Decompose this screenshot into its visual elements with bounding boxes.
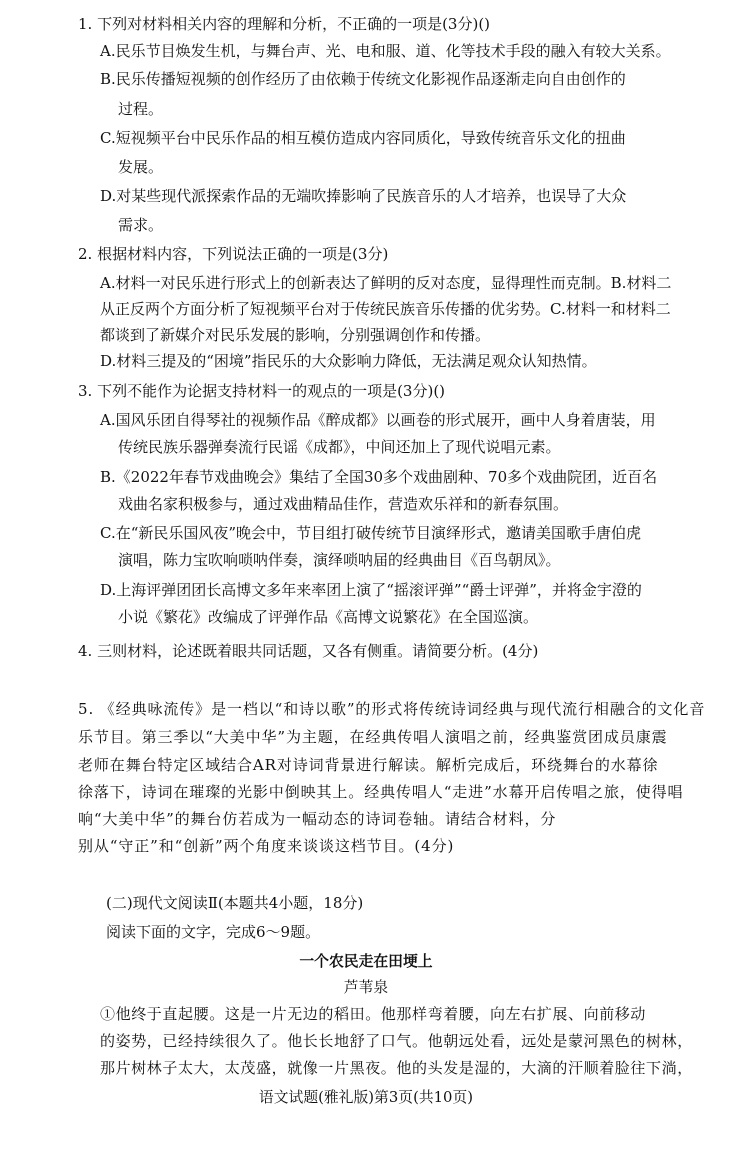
q3-stem: 3. 下列不能作为论据支持材料一的观点的一项是(3分)() bbox=[78, 382, 446, 400]
q3-option-a-cont: 传统民族乐器弹奏流行民谣《成都》，中间还加上了现代说唱元素。 bbox=[118, 438, 561, 456]
q1-option-d-cont: 需求。 bbox=[118, 216, 164, 234]
q2-line-1: A.材料一对民乐进行形式上的创新表达了鲜明的反对态度，显得理性而克制。B.材料二 bbox=[100, 274, 672, 292]
q2-line-4: D.材料三提及的“困境”指民乐的大众影响力降低，无法满足观众认知热情。 bbox=[100, 352, 597, 370]
q1-stem: 1. 下列对材料相关内容的理解和分析，不正确的一项是(3分)() bbox=[78, 15, 491, 33]
q2-stem: 2. 根据材料内容，下列说法正确的一项是(3分) bbox=[78, 245, 389, 263]
q4-stem: 4. 三则材料，论述既着眼共同话题，又各有侧重。请简要分析。(4分) bbox=[78, 642, 539, 660]
q3-option-b: B.《2022年春节戏曲晚会》集结了全国30多个戏曲剧种、70多个戏曲院团，近百名 bbox=[100, 468, 658, 486]
q3-option-a: A.国风乐团自得琴社的视频作品《醉成都》以画卷的形式展开，画中人身着唐装，用 bbox=[100, 411, 656, 429]
story-paragraph-line-2: 的姿势，已经持续很久了。他长长地舒了口气。他朝远处看，远处是蒙河黑色的树林， bbox=[100, 1032, 693, 1050]
q1-option-a: A.民乐节目焕发生机，与舞台声、光、电和服、道、化等技术手段的融入有较大关系。 bbox=[100, 42, 671, 60]
q1-option-c-cont: 发展。 bbox=[118, 158, 164, 176]
q3-option-c: C.在“新民乐国风夜”晚会中，节目组打破传统节目演绎形式，邀请美国歌手唐伯虎 bbox=[100, 524, 642, 542]
q5-line-3: 老师在舞台特定区域结合AR对诗词背景进行解读。解析完成后，环绕舞台的水幕徐 bbox=[78, 756, 659, 774]
q2-line-2: 从正反两个方面分析了短视频平台对于传统民族音乐传播的优劣势。C.材料一和材料二 bbox=[100, 300, 671, 318]
q5-line-2: 乐节目。第三季以“大美中华”为主题，在经典传唱人演唱之前，经典鉴赏团成员康震 bbox=[78, 728, 668, 746]
q5-line-5: 响“大美中华”的舞台仿若成为一幅动态的诗词卷轴。请结合材料，分 bbox=[78, 810, 557, 828]
q1-option-b-cont: 过程。 bbox=[118, 100, 164, 118]
q5-line-6: 别从“守正”和“创新”两个角度来谈谈这档节目。(4分) bbox=[78, 837, 455, 855]
q3-option-c-cont: 演唱，陈力宝吹响唢呐伴奏，演绎唢呐届的经典曲目《百鸟朝凤》。 bbox=[118, 551, 561, 569]
q1-option-c: C.短视频平台中民乐作品的相互模仿造成内容同质化，导致传统音乐文化的扭曲 bbox=[100, 129, 626, 147]
story-paragraph-line-3: 那片树林子太大，太茂盛，就像一片黑夜。他的头发是湿的，大滴的汗顺着脸往下淌， bbox=[100, 1059, 693, 1077]
page-footer: 语文试题(雅礼版)第3页(共10页) bbox=[258, 1088, 474, 1106]
q5-line-1: 5. 《经典咏流传》是一档以“和诗以歌”的形式将传统诗词经典与现代流行相融合的文化音 bbox=[78, 700, 706, 718]
story-author: 芦苇泉 bbox=[343, 978, 389, 996]
section-instruction: 阅读下面的文字，完成6～9题。 bbox=[106, 923, 321, 941]
q3-option-d: D.上海评弹团团长高博文多年来率团上演了“摇滚评弹”“爵士评弹”，并将金宇澄的 bbox=[100, 581, 642, 599]
q1-option-b: B.民乐传播短视频的创作经历了由依赖于传统文化影视作品逐渐走向自由创作的 bbox=[100, 70, 626, 88]
section-heading: (二)现代文阅读Ⅱ(本题共4小题，18分) bbox=[106, 894, 364, 912]
q5-line-4: 徐落下，诗词在璀璨的光影中倒映其上。经典传唱人“走进”水幕开启传唱之旅，使得唱 bbox=[78, 783, 684, 801]
q3-option-d-cont: 小说《繁花》改编成了评弹作品《高博文说繁花》在全国巡演。 bbox=[118, 608, 539, 626]
story-title: 一个农民走在田埂上 bbox=[299, 952, 433, 970]
story-paragraph-line-1: ①他终于直起腰。这是一片无边的稻田。他那样弯着腰，向左右扩展、向前移动 bbox=[100, 1005, 647, 1023]
q3-option-b-cont: 戏曲名家积极参与，通过戏曲精品佳作，营造欢乐祥和的新春氛围。 bbox=[118, 495, 569, 513]
q1-option-d: D.对某些现代派探索作品的无端吹捧影响了民族音乐的人才培养，也误导了大众 bbox=[100, 187, 627, 205]
q2-line-3: 都谈到了新媒介对民乐发展的影响，分别强调创作和传播。 bbox=[100, 326, 491, 344]
